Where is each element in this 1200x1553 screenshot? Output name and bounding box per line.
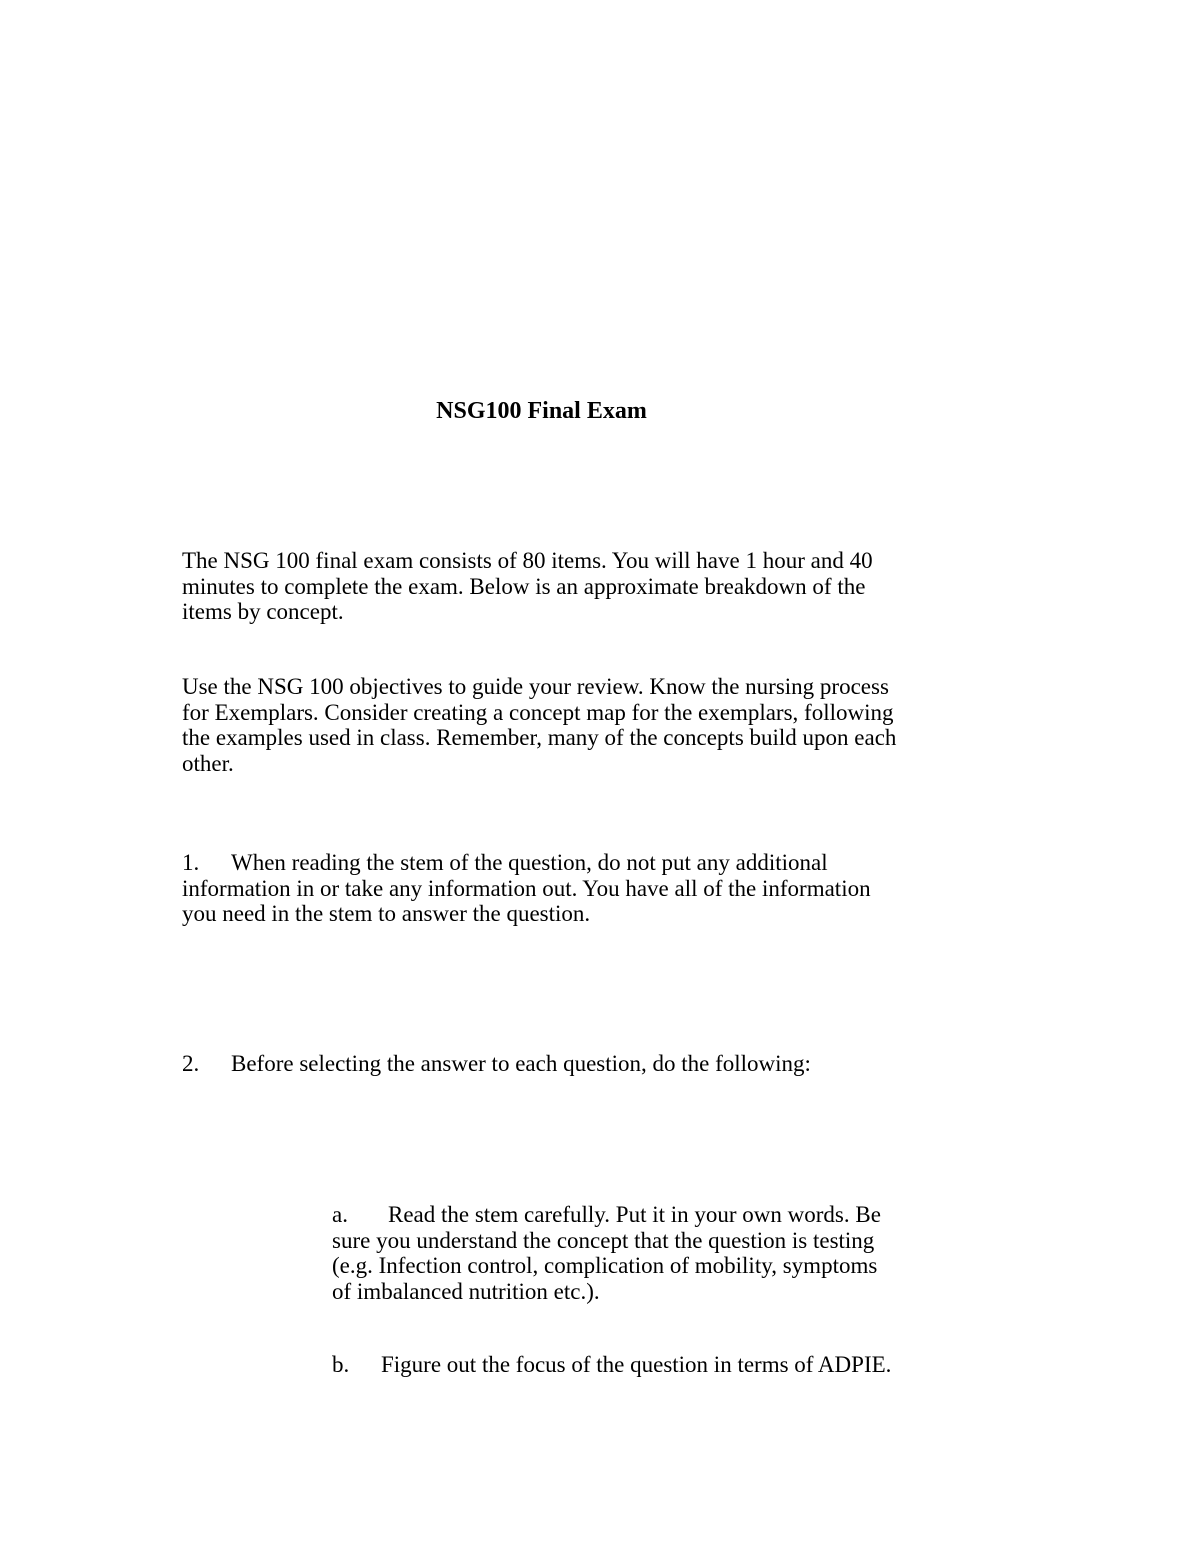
sub-item-text: Figure out the focus of the question in terms of ADPIE. xyxy=(381,1352,892,1377)
list-item-text: Before selecting the answer to each question, do the following: xyxy=(231,1051,811,1076)
document-title: NSG100 Final Exam xyxy=(436,398,647,424)
sub-item-marker: a. xyxy=(332,1202,348,1227)
sub-item-b xyxy=(332,1352,902,1378)
list-item-2 xyxy=(182,1051,902,1077)
review-guidance-paragraph: Use the NSG 100 objectives to guide your review. Know the nursing process for Exemplars. Consider creating a concept map for the exemplars, following the examples used in class. Remember, many of the concepts build upon each other. xyxy=(182,674,897,776)
list-item-1 xyxy=(182,850,902,927)
list-item-marker: 2. xyxy=(182,1051,200,1076)
intro-paragraph: The NSG 100 final exam consists of 80 items. You will have 1 hour and 40 minutes to complete the exam. Below is an approximate breakdown of the items by concept. xyxy=(182,548,873,624)
list-item-text: When reading the stem of the question, do not put any additional information in or take any information out. You have all of the information you need in the stem to answer the question. xyxy=(182,850,871,926)
sub-item-a xyxy=(332,1202,902,1304)
sub-item-marker: b. xyxy=(332,1352,350,1377)
list-item-marker: 1. xyxy=(182,850,200,875)
sub-item-text: Read the stem carefully. Put it in your own words. Be sure you understand the concept that the question is testing (e.g. Infection control, complication of mobility, symptoms of imbalanced nutrition etc.). xyxy=(332,1202,881,1304)
